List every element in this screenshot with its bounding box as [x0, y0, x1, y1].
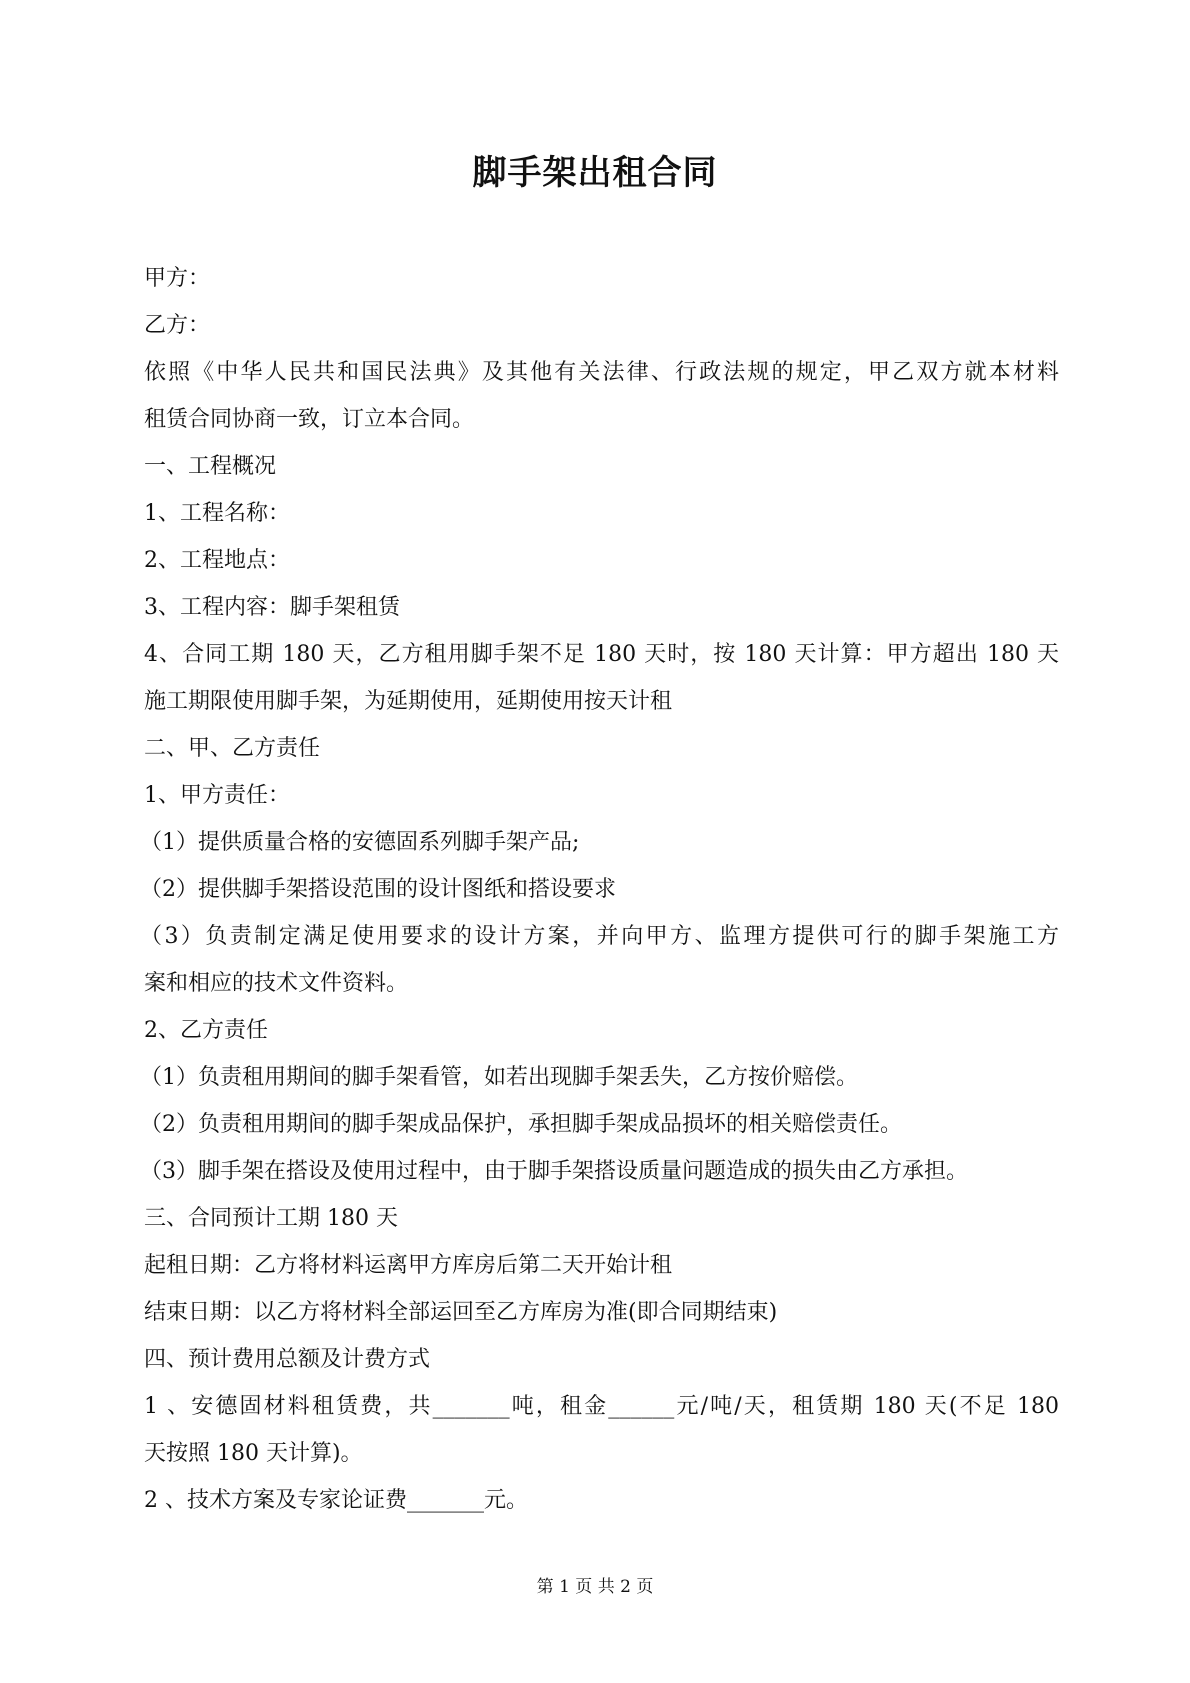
- page-footer: 第 1 页 共 2 页: [536, 1577, 654, 1597]
- party-b-duty-1: （1）负责租用期间的脚手架看管，如若出现脚手架丢失，乙方按价赔偿。: [140, 1065, 858, 1090]
- party-a-duty-3-line-2: 案和相应的技术文件资料。: [144, 971, 409, 996]
- section-1-heading: 一、工程概况: [144, 454, 277, 479]
- project-content-line: 3、工程内容：脚手架租赁: [144, 595, 400, 620]
- document-body: [140, 255, 1059, 1524]
- party-a-duty-2: （2）提供脚手架搭设范围的设计图纸和搭设要求: [140, 877, 616, 902]
- document-title: 脚手架出租合同: [472, 153, 718, 193]
- party-a-duty-3-line-1: （3）负责制定满足使用要求的设计方案，并向甲方、监理方提供可行的脚手架施工方: [140, 924, 1059, 949]
- party-b-duty-3: （3）脚手架在搭设及使用过程中，由于脚手架搭设质量问题造成的损失由乙方承担。: [140, 1159, 968, 1184]
- intro-line-2: 租赁合同协商一致，订立本合同。: [144, 407, 475, 432]
- rental-end-line: 结束日期：以乙方将材料全部运回至乙方库房为准(即合同期结束): [144, 1300, 778, 1325]
- party-b-duty-heading: 2、乙方责任: [144, 1018, 268, 1043]
- rental-start-line: 起租日期：乙方将材料运离甲方库房后第二天开始计租: [144, 1253, 673, 1278]
- project-location-line: 2、工程地点：: [144, 548, 290, 573]
- section-3-heading: 三、合同预计工期 180 天: [144, 1206, 398, 1231]
- contract-period-line-1: 4、合同工期 180 天，乙方租用脚手架不足 180 天时，按 180 天计算：甲方超出 180 天: [144, 642, 1059, 667]
- party-a-line: 甲方：: [144, 266, 211, 291]
- intro-line-1: 依照《中华人民共和国民法典》及其他有关法律、行政法规的规定，甲乙双方就本材料: [144, 360, 1059, 385]
- party-a-duty-1: （1）提供质量合格的安德固系列脚手架产品;: [140, 830, 580, 855]
- section-2-heading: 二、甲、乙方责任: [144, 736, 321, 761]
- party-b-line: 乙方：: [144, 313, 211, 338]
- party-a-duty-heading: 1、甲方责任：: [144, 783, 290, 808]
- project-name-line: 1、工程名称：: [144, 501, 290, 526]
- rental-fee-line-2: 天按照 180 天计算)。: [144, 1441, 363, 1466]
- section-4-heading: 四、预计费用总额及计费方式: [144, 1347, 431, 1372]
- rental-fee-line-1: 1 、安德固材料租赁费，共_______吨，租金______元/吨/天，租赁期 180 天(不足 180: [144, 1394, 1059, 1419]
- contract-period-line-2: 施工期限使用脚手架，为延期使用，延期使用按天计租: [144, 689, 673, 714]
- expert-fee-line: 2 、技术方案及专家论证费_______元。: [144, 1488, 528, 1513]
- party-b-duty-2: （2）负责租用期间的脚手架成品保护，承担脚手架成品损坏的相关赔偿责任。: [140, 1112, 902, 1137]
